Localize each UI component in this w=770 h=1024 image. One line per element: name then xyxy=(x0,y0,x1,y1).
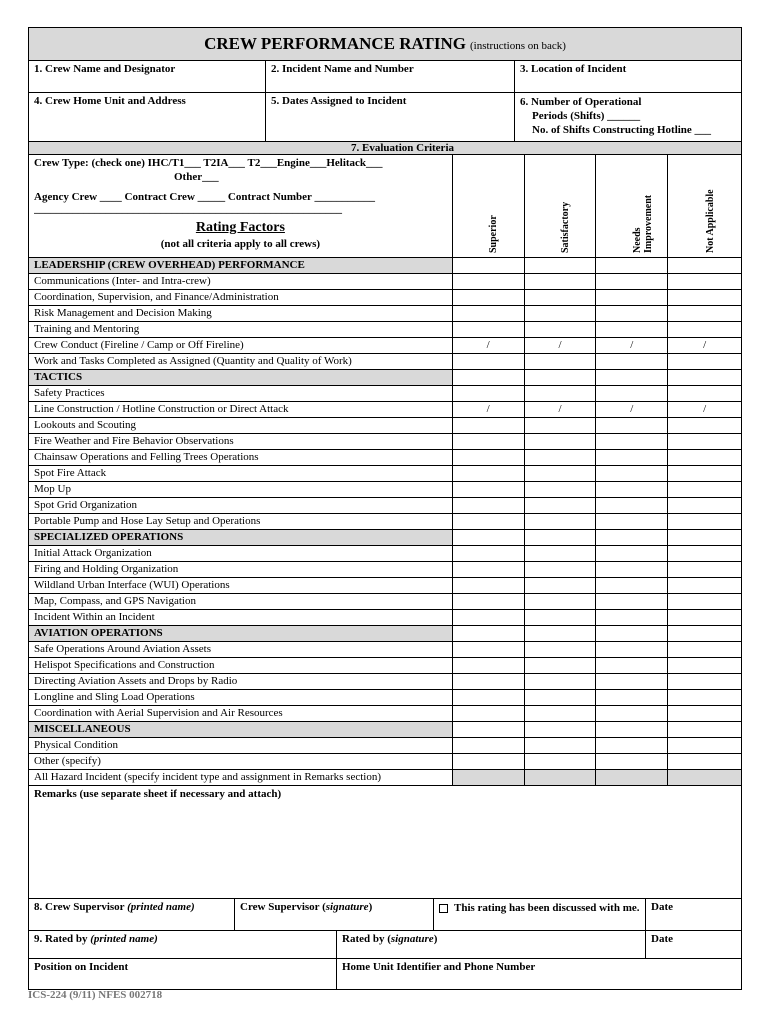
rating-cell[interactable] xyxy=(525,674,597,689)
factor-label: Line Construction / Hotline Construction or Direct Attack xyxy=(29,402,453,417)
rating-cell[interactable] xyxy=(525,290,597,305)
rating-cell[interactable] xyxy=(596,274,668,289)
factor-row xyxy=(29,594,741,610)
factor-row xyxy=(29,658,741,674)
rating-cell[interactable] xyxy=(596,290,668,305)
rating-cell[interactable] xyxy=(453,370,525,385)
rating-cell[interactable] xyxy=(596,418,668,433)
category-label: TACTICS xyxy=(29,370,453,385)
rating-cell[interactable] xyxy=(525,322,597,337)
factor-label: Helispot Specifications and Construction xyxy=(29,658,453,673)
category-label: MISCELLANEOUS xyxy=(29,722,453,737)
rating-cell[interactable] xyxy=(668,578,741,593)
factor-label: Coordination with Aerial Supervision and Air Resources xyxy=(29,706,453,721)
rating-cell[interactable]: / xyxy=(525,338,597,353)
factor-label: Physical Condition xyxy=(29,738,453,753)
crew-supervisor-signature-field[interactable]: Crew Supervisor (signature) xyxy=(235,899,434,930)
factor-label: Chainsaw Operations and Felling Trees Operations xyxy=(29,450,453,465)
rating-cell[interactable] xyxy=(453,530,525,545)
rating-cell[interactable] xyxy=(596,594,668,609)
rating-cell[interactable] xyxy=(596,434,668,449)
rating-cell[interactable] xyxy=(596,466,668,481)
factor-label: Spot Grid Organization xyxy=(29,498,453,513)
rating-cell[interactable]: / xyxy=(703,339,707,351)
rating-cell[interactable] xyxy=(525,466,597,481)
factor-label: Initial Attack Organization xyxy=(29,546,453,561)
factor-row xyxy=(29,754,741,770)
factor-row xyxy=(29,706,741,722)
rating-cell[interactable] xyxy=(668,370,741,385)
rating-cell[interactable] xyxy=(525,450,597,465)
factor-row xyxy=(29,738,741,754)
factor-label: Incident Within an Incident xyxy=(29,610,453,625)
rating-cell[interactable]: / xyxy=(703,403,707,415)
factor-label: Communications (Inter- and Intra-crew) xyxy=(29,274,453,289)
rating-cell[interactable] xyxy=(596,610,668,625)
rating-cell[interactable] xyxy=(596,706,668,721)
periods-field[interactable]: 6. Number of Operational Periods (Shifts) ______ No. of Shifts Constructing Hotline ___ xyxy=(520,96,712,136)
discussed-checkbox[interactable] xyxy=(439,904,448,913)
rating-cell[interactable] xyxy=(668,626,741,641)
rating-cell[interactable] xyxy=(453,274,525,289)
rating-cell[interactable] xyxy=(525,274,597,289)
rating-cell[interactable] xyxy=(453,738,525,753)
factor-row xyxy=(29,402,741,418)
rating-cell[interactable] xyxy=(596,530,668,545)
rating-cell[interactable] xyxy=(453,322,525,337)
category-label: AVIATION OPERATIONS xyxy=(29,626,453,641)
rating-cell[interactable] xyxy=(668,546,741,561)
dates-field[interactable]: 5. Dates Assigned to Incident xyxy=(266,93,515,141)
factor-label: Lookouts and Scouting xyxy=(29,418,453,433)
rating-cell[interactable] xyxy=(668,530,741,545)
factor-row xyxy=(29,434,741,450)
rating-cell xyxy=(668,770,741,785)
rating-cell[interactable] xyxy=(525,690,597,705)
rating-cell xyxy=(596,770,668,785)
factor-row xyxy=(29,290,741,306)
factor-row xyxy=(29,498,741,514)
rating-cell[interactable] xyxy=(668,322,741,337)
rating-cell[interactable] xyxy=(596,658,668,673)
rating-cell[interactable] xyxy=(668,290,741,305)
rating-cell[interactable] xyxy=(668,610,741,625)
rating-cell[interactable]: / xyxy=(596,338,668,353)
crew-name-field[interactable]: 1. Crew Name and Designator xyxy=(29,61,266,92)
evaluation-criteria-heading: 7. Evaluation Criteria xyxy=(29,142,741,155)
crew-type-other[interactable]: Other___ xyxy=(174,171,219,183)
rating-cell[interactable] xyxy=(596,370,668,385)
rating-cell[interactable] xyxy=(453,562,525,577)
factor-label: Work and Tasks Completed as Assigned (Quantity and Quality of Work) xyxy=(29,354,453,369)
rating-cell[interactable] xyxy=(525,578,597,593)
rating-cell[interactable] xyxy=(668,498,741,513)
rating-cell xyxy=(453,770,525,785)
factor-row xyxy=(29,546,741,562)
category-label: LEADERSHIP (CREW OVERHEAD) PERFORMANCE xyxy=(29,258,453,273)
factor-label: Firing and Holding Organization xyxy=(29,562,453,577)
rating-cell[interactable] xyxy=(525,722,597,737)
category-row xyxy=(29,370,741,386)
rating-factors-note: (not all criteria apply to all crews) xyxy=(160,238,321,250)
factor-row xyxy=(29,274,741,290)
factor-row xyxy=(29,322,741,338)
rating-cell[interactable] xyxy=(525,498,597,513)
rating-cell[interactable] xyxy=(668,450,741,465)
rating-cell[interactable] xyxy=(596,722,668,737)
rating-cell[interactable] xyxy=(668,706,741,721)
rating-cell[interactable] xyxy=(596,738,668,753)
rating-cell[interactable] xyxy=(453,418,525,433)
factor-row xyxy=(29,354,741,370)
col-superior: Superior xyxy=(488,215,500,253)
rating-cell[interactable] xyxy=(668,482,741,497)
factor-row xyxy=(29,306,741,322)
rating-cell[interactable] xyxy=(525,546,597,561)
rating-cell[interactable] xyxy=(668,754,741,769)
date-field-1[interactable]: Date xyxy=(651,901,673,913)
col-satisfactory: Satisfactory xyxy=(560,201,571,253)
rating-cell[interactable] xyxy=(668,274,741,289)
rating-cell[interactable] xyxy=(453,290,525,305)
rating-cell[interactable] xyxy=(453,498,525,513)
rating-cell[interactable] xyxy=(525,418,597,433)
rating-cell[interactable] xyxy=(453,514,525,529)
rating-cell[interactable] xyxy=(668,658,741,673)
rating-cell[interactable] xyxy=(525,754,597,769)
rating-cell[interactable] xyxy=(596,562,668,577)
rating-cell[interactable] xyxy=(668,674,741,689)
rating-cell[interactable] xyxy=(668,738,741,753)
rating-cell[interactable] xyxy=(453,434,525,449)
rating-cell[interactable] xyxy=(525,626,597,641)
factor-row xyxy=(29,466,741,482)
rating-cell[interactable] xyxy=(596,754,668,769)
rating-cell[interactable] xyxy=(596,386,668,401)
factor-label: Mop Up xyxy=(29,482,453,497)
rated-by-signature-field[interactable]: Rated by (signature) xyxy=(337,931,646,958)
rating-cell[interactable] xyxy=(453,610,525,625)
rating-cell[interactable] xyxy=(525,658,597,673)
rating-cell[interactable] xyxy=(668,642,741,657)
rating-cell xyxy=(525,770,597,785)
rating-cell[interactable] xyxy=(596,450,668,465)
rating-cell[interactable] xyxy=(668,690,741,705)
rating-cell[interactable] xyxy=(453,258,525,273)
rating-cell[interactable] xyxy=(668,306,741,321)
rated-by-name-field[interactable]: 9. Rated by (printed name) xyxy=(29,931,337,958)
factor-row xyxy=(29,674,741,690)
rating-cell[interactable] xyxy=(453,450,525,465)
position-field[interactable]: Position on Incident xyxy=(29,959,337,989)
rating-cell[interactable] xyxy=(453,306,525,321)
rating-cell[interactable] xyxy=(525,354,597,369)
crew-type-line[interactable]: Crew Type: (check one) IHC/T1___ T2IA___ T2___Engine___Helitack___ xyxy=(34,157,383,169)
rating-cell[interactable] xyxy=(453,386,525,401)
rating-cell[interactable] xyxy=(453,578,525,593)
category-row xyxy=(29,722,741,738)
discussed-checkbox-field[interactable]: This rating has been discussed with me. xyxy=(434,899,646,930)
category-label: SPECIALIZED OPERATIONS xyxy=(29,530,453,545)
rating-cell[interactable] xyxy=(525,642,597,657)
col-not-applicable: Not Applicable xyxy=(704,189,716,253)
rating-cell[interactable] xyxy=(596,514,668,529)
rating-cell[interactable] xyxy=(453,674,525,689)
rating-cell[interactable] xyxy=(668,722,741,737)
rating-cell[interactable] xyxy=(668,386,741,401)
rating-cell[interactable] xyxy=(453,482,525,497)
rating-cell[interactable] xyxy=(453,466,525,481)
rating-cell[interactable] xyxy=(596,354,668,369)
rating-cell[interactable] xyxy=(596,578,668,593)
crew-performance-form xyxy=(28,27,742,990)
location-field[interactable]: 3. Location of Incident xyxy=(520,63,627,75)
factor-row xyxy=(29,418,741,434)
rating-cell[interactable] xyxy=(525,706,597,721)
factor-label: Safety Practices xyxy=(29,386,453,401)
rating-cell[interactable] xyxy=(596,322,668,337)
form-footer: ICS-224 (9/11) NFES 002718 xyxy=(28,989,163,1001)
crew-supervisor-name-field[interactable]: 8. Crew Supervisor (printed name) xyxy=(29,899,235,930)
rating-factor-rows xyxy=(29,258,741,786)
rating-cell[interactable] xyxy=(668,562,741,577)
rating-cell[interactable] xyxy=(668,466,741,481)
rating-cell[interactable] xyxy=(668,258,741,273)
factor-row xyxy=(29,386,741,402)
rating-cell[interactable] xyxy=(453,754,525,769)
factor-label: Wildland Urban Interface (WUI) Operations xyxy=(29,578,453,593)
title-main: CREW PERFORMANCE RATING xyxy=(204,34,466,53)
rating-cell[interactable] xyxy=(596,690,668,705)
factor-row xyxy=(29,642,741,658)
factor-label: Spot Fire Attack xyxy=(29,466,453,481)
remarks-box[interactable]: Remarks (use separate sheet if necessary and attach) xyxy=(29,786,741,899)
category-row xyxy=(29,258,741,274)
factor-label: Longline and Sling Load Operations xyxy=(29,690,453,705)
rating-cell[interactable] xyxy=(525,530,597,545)
rating-cell[interactable] xyxy=(525,482,597,497)
rating-cell[interactable] xyxy=(668,434,741,449)
factor-label: Other (specify) xyxy=(29,754,453,769)
rating-cell[interactable] xyxy=(596,258,668,273)
rating-factors-heading: Rating Factors xyxy=(195,220,285,235)
factor-label: Risk Management and Decision Making xyxy=(29,306,453,321)
factor-label: Crew Conduct (Fireline / Camp or Off Fireline) xyxy=(29,338,453,353)
factor-row xyxy=(29,450,741,466)
rating-cell[interactable] xyxy=(525,594,597,609)
rating-cell[interactable] xyxy=(525,562,597,577)
factor-row xyxy=(29,578,741,594)
rating-cell[interactable] xyxy=(525,738,597,753)
rating-cell[interactable] xyxy=(596,674,668,689)
factor-label: Directing Aviation Assets and Drops by Radio xyxy=(29,674,453,689)
factor-row xyxy=(29,482,741,498)
rating-cell[interactable] xyxy=(453,626,525,641)
rating-cell[interactable] xyxy=(596,626,668,641)
title-note: (instructions on back) xyxy=(470,40,566,52)
rating-cell[interactable] xyxy=(525,610,597,625)
agency-line[interactable]: Agency Crew ____ Contract Crew _____ Contract Number ___________ xyxy=(34,191,375,203)
factor-label: Coordination, Supervision, and Finance/Administration xyxy=(29,290,453,305)
rating-cell[interactable] xyxy=(596,482,668,497)
rating-cell[interactable] xyxy=(453,594,525,609)
rating-cell[interactable]: / xyxy=(453,338,525,353)
factor-row xyxy=(29,610,741,626)
factor-row xyxy=(29,690,741,706)
factor-label: Fire Weather and Fire Behavior Observations xyxy=(29,434,453,449)
form-title xyxy=(29,28,741,61)
rating-cell[interactable] xyxy=(668,514,741,529)
blank-line: ________________________________________________________ xyxy=(34,204,342,214)
rating-cell[interactable] xyxy=(525,370,597,385)
factor-label: Portable Pump and Hose Lay Setup and Operations xyxy=(29,514,453,529)
rating-cell[interactable] xyxy=(525,434,597,449)
category-row xyxy=(29,626,741,642)
category-row xyxy=(29,530,741,546)
factor-label: Map, Compass, and GPS Navigation xyxy=(29,594,453,609)
rating-cell[interactable]: / xyxy=(453,402,525,417)
rating-cell[interactable] xyxy=(596,642,668,657)
rating-cell[interactable] xyxy=(668,594,741,609)
rating-cell[interactable] xyxy=(596,546,668,561)
factor-row xyxy=(29,338,741,354)
rating-cell[interactable] xyxy=(453,642,525,657)
rating-cell[interactable]: / xyxy=(525,402,597,417)
rating-cell[interactable] xyxy=(596,498,668,513)
col-needs-improvement: Needs Improvement xyxy=(631,194,654,253)
rating-cell[interactable] xyxy=(596,306,668,321)
date-field-2[interactable]: Date xyxy=(651,933,673,945)
rating-cell[interactable] xyxy=(525,514,597,529)
rating-cell[interactable] xyxy=(525,306,597,321)
rating-cell[interactable] xyxy=(525,386,597,401)
rating-cell[interactable] xyxy=(453,354,525,369)
crew-type-block xyxy=(29,155,453,257)
rating-cell[interactable] xyxy=(453,690,525,705)
home-unit-phone-field[interactable]: Home Unit Identifier and Phone Number xyxy=(342,961,536,973)
rating-cell[interactable] xyxy=(453,546,525,561)
rating-cell[interactable] xyxy=(525,258,597,273)
rating-cell[interactable] xyxy=(453,658,525,673)
rating-cell[interactable] xyxy=(668,354,741,369)
factor-label: Training and Mentoring xyxy=(29,322,453,337)
rating-cell[interactable] xyxy=(453,722,525,737)
factor-label: Safe Operations Around Aviation Assets xyxy=(29,642,453,657)
incident-name-field[interactable]: 2. Incident Name and Number xyxy=(266,61,515,92)
factor-row xyxy=(29,514,741,530)
rating-cell[interactable]: / xyxy=(596,402,668,417)
factor-row xyxy=(29,562,741,578)
factor-row xyxy=(29,770,741,786)
rating-cell[interactable] xyxy=(668,418,741,433)
home-unit-field[interactable]: 4. Crew Home Unit and Address xyxy=(29,93,266,141)
factor-label: All Hazard Incident (specify incident type and assignment in Remarks section) xyxy=(29,770,453,785)
rating-cell[interactable] xyxy=(453,706,525,721)
